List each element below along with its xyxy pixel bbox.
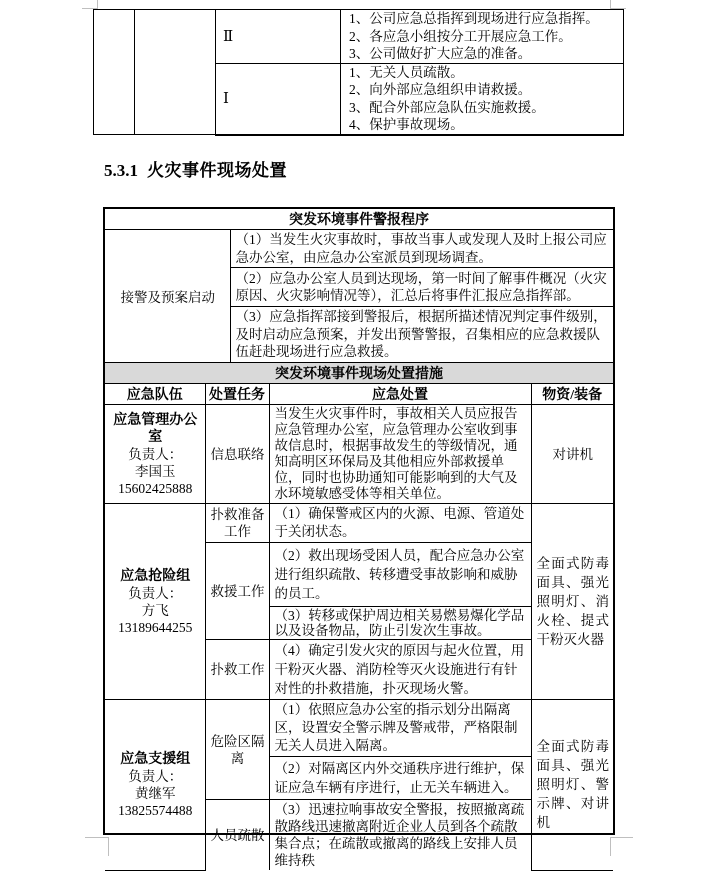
equipment-cell: 全面式防毒面具、强光照明灯、消火栓、提式干粉灭火器 bbox=[531, 504, 613, 700]
empty-cell bbox=[135, 10, 216, 135]
action-item: 2、各应急小组按分工开展应急工作。 bbox=[349, 28, 572, 44]
alarm-table-title: 突发环境事件警报程序 bbox=[105, 209, 613, 230]
equipment-cell: 对讲机 bbox=[531, 405, 613, 504]
team-cell bbox=[105, 504, 205, 700]
step-cell: （3）迅速拉响事故安全警报，按照撤离疏散路线迅速撤离附近企业人员到各个疏散集合点；在疏散或撤离的路线上安排人员维持秩 bbox=[269, 800, 531, 871]
action-item: 3、配合外部应急队伍实施救援。 bbox=[349, 99, 545, 115]
team-leader-label: 负责人： bbox=[128, 446, 183, 462]
top-table bbox=[93, 9, 624, 136]
table-row bbox=[105, 405, 613, 504]
crop-mark-top-left-v bbox=[97, 0, 98, 9]
section-title: 火灾事件现场处置 bbox=[147, 161, 287, 180]
team-phone: 13189644255 bbox=[118, 619, 193, 635]
measures-table-title: 突发环境事件现场处置措施 bbox=[105, 363, 613, 384]
level-actions-cell bbox=[341, 63, 624, 135]
alarm-table bbox=[105, 209, 613, 363]
table-row bbox=[105, 363, 613, 384]
measures-table bbox=[105, 363, 613, 871]
task-cell: 人员疏散 bbox=[205, 800, 269, 871]
step-cell: （2）救出现场受困人员，配合应急办公室进行组织疏散、转移遭受事故影响和威胁的员工。 bbox=[269, 543, 531, 607]
step-cell: （1）确保警戒区内的火源、电源、管道处于关闭状态。 bbox=[269, 504, 531, 543]
alarm-step-cell: （1）当发生火灾事故时，事故当事人或发现人及时上报公司应急办公室，由应急办公室派员到现场调查。 bbox=[230, 230, 613, 268]
table-row bbox=[105, 230, 613, 268]
action-item: 2、向外部应急组织申请救援。 bbox=[349, 82, 532, 97]
task-cell: 扑救准备工作 bbox=[205, 504, 269, 543]
level-actions-cell bbox=[341, 10, 624, 64]
task-cell: 救援工作 bbox=[205, 543, 269, 640]
team-name: 应急支援组 bbox=[120, 751, 191, 767]
task-cell: 危险区隔离 bbox=[205, 700, 269, 800]
table-row bbox=[105, 700, 613, 757]
level-cell: Ⅰ bbox=[216, 63, 341, 135]
action-item: 4、保护事故现场。 bbox=[349, 117, 464, 132]
section-heading bbox=[104, 156, 287, 181]
team-phone: 15602425888 bbox=[118, 480, 193, 496]
level-cell: Ⅱ bbox=[216, 10, 341, 64]
action-item: 3、公司做好扩大应急的准备。 bbox=[349, 46, 532, 61]
column-header-team: 应急队伍 bbox=[105, 384, 205, 405]
team-cell bbox=[105, 700, 205, 871]
alarm-row-label: 接警及预案启动 bbox=[105, 230, 230, 363]
team-cell bbox=[105, 405, 205, 504]
emergency-table-block bbox=[103, 207, 615, 868]
step-cell: （1）依照应急办公室的指示划分出隔离区，设置安全警示牌及警戒带，严格限制无关人员进入隔离。 bbox=[269, 700, 531, 757]
section-number: 5.3.1 bbox=[104, 161, 138, 180]
task-cell: 扑救工作 bbox=[205, 640, 269, 700]
table-row bbox=[94, 10, 624, 64]
step-cell: （3）转移或保护周边相关易燃易爆化学品以及设备物品，防止引发次生事故。 bbox=[269, 607, 531, 640]
column-header-task: 处置任务 bbox=[205, 384, 269, 405]
alarm-step-cell: （2）应急办公室人员到达现场，第一时间了解事件概况（火灾原因、火灾影响情况等），汇总后将事件汇报应急指挥部。 bbox=[230, 268, 613, 307]
team-leader: 李国玉 bbox=[135, 463, 176, 479]
team-leader-label: 负责人： bbox=[128, 768, 183, 784]
alarm-step-cell: （3）应急指挥部接到警报后，根据所描述情况判定事件级别，及时启动应急预案，并发出预警警报，召集相应的应急救援队伍赶赴现场进行应急救援。 bbox=[230, 307, 613, 363]
table-header-row bbox=[105, 384, 613, 405]
team-name: 应急管理办公室 bbox=[113, 412, 198, 445]
step-cell: （4）确定引发火灾的原因与起火位置，用干粉灭火器、消防栓等灭火设施进行有针对性的扑救措施，扑灭现场火警。 bbox=[269, 640, 531, 700]
empty-cell bbox=[94, 10, 135, 135]
crop-mark-bottom-right-h bbox=[610, 837, 633, 838]
action-item: 1、无关人员疏散。 bbox=[349, 64, 464, 80]
equipment-cell: 全面式防毒面具、强光照明灯、警示牌、对讲机 bbox=[531, 700, 613, 871]
table-row bbox=[105, 504, 613, 543]
column-header-equipment: 物资/装备 bbox=[531, 384, 613, 405]
team-phone: 13825574488 bbox=[118, 802, 193, 818]
crop-mark-top-right-v bbox=[610, 0, 611, 9]
team-leader: 方飞 bbox=[141, 602, 169, 618]
team-leader: 黄继军 bbox=[135, 785, 176, 801]
action-item: 1、公司应急总指挥到现场进行应急指挥。 bbox=[349, 11, 599, 26]
step-cell: （2）对隔离区内外交通秩序进行维护，保证应急车辆有序进行，止无关车辆进入。 bbox=[269, 757, 531, 800]
table-row bbox=[105, 209, 613, 230]
team-leader-label: 负责人： bbox=[128, 585, 183, 601]
page-number-clipped bbox=[352, 849, 368, 854]
column-header-response: 应急处置 bbox=[269, 384, 531, 405]
step-cell: 当发生火灾事件时，事故相关人员应报告应急管理办公室，应急管理办公室收到事故信息时，根据事故发生的等级情况，通知高明区环保局及其他相应外部救援单位，同时也协助通知可能影响到的大气及水环境敏感受体等相关单位。 bbox=[269, 405, 531, 504]
team-name: 应急抢险组 bbox=[120, 568, 191, 584]
task-cell: 信息联络 bbox=[205, 405, 269, 504]
